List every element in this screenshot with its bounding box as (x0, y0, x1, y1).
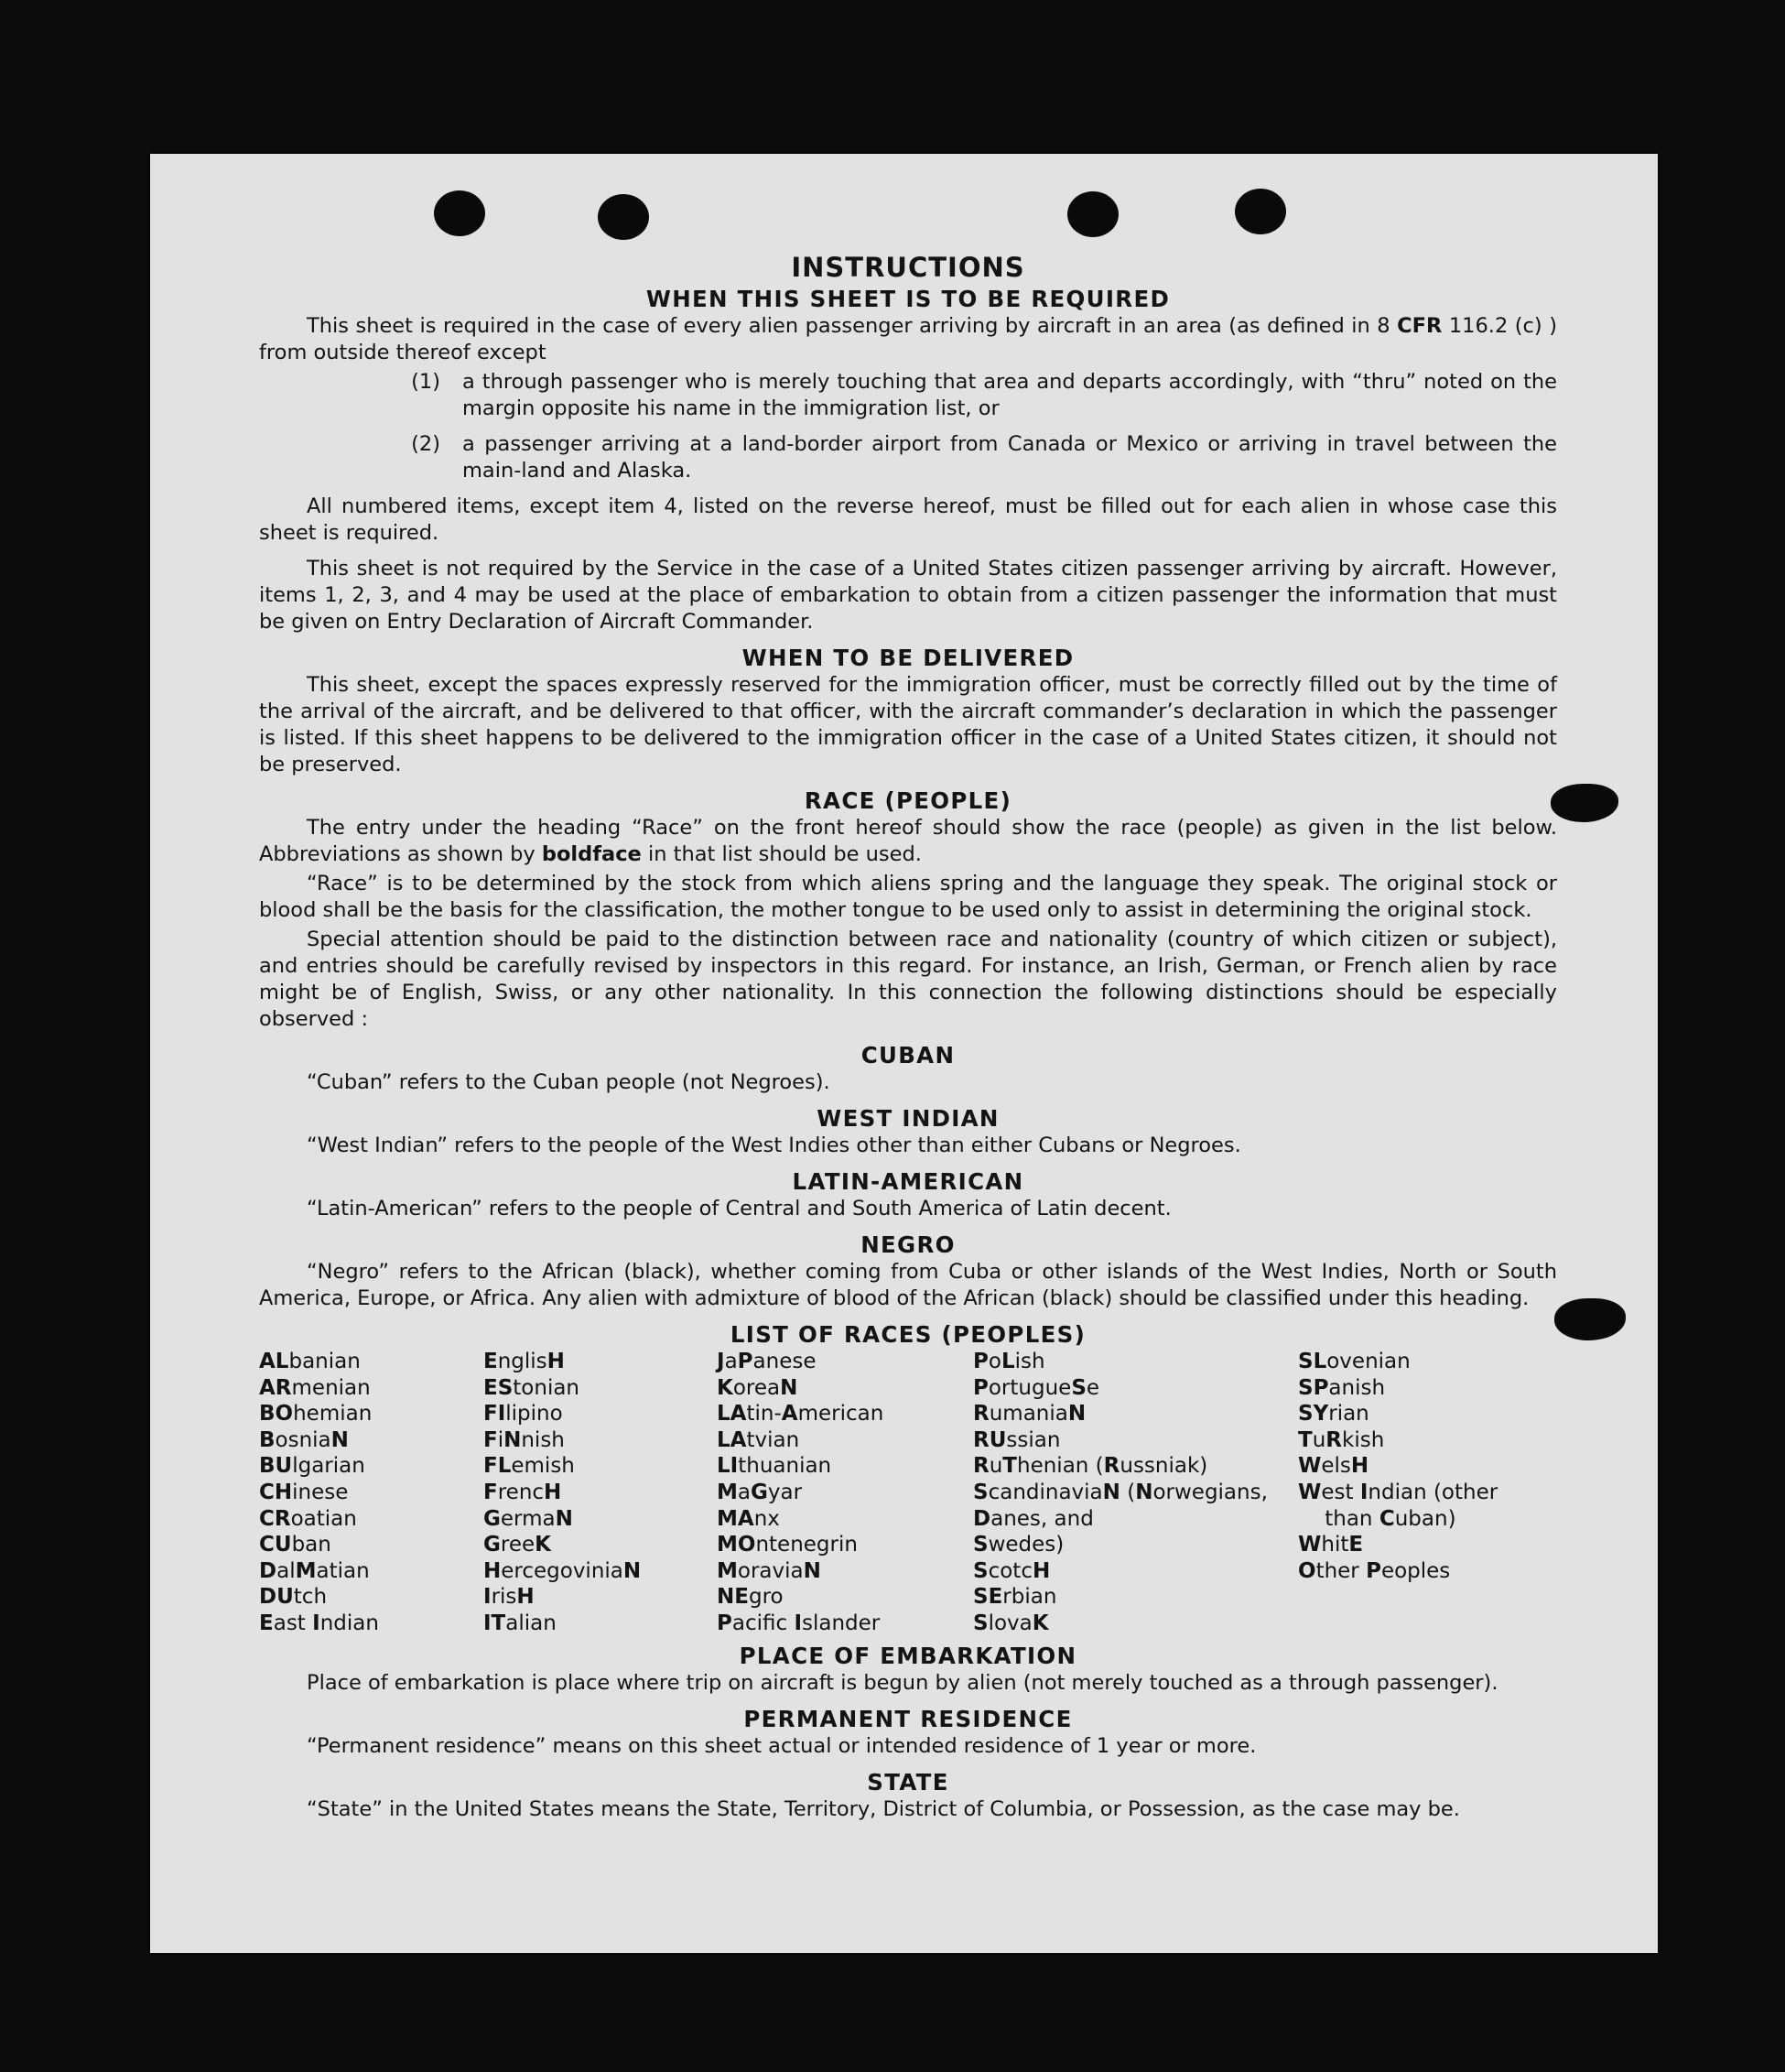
race-name: DUtch (259, 1585, 328, 1610)
race-name: EnglisH (483, 1350, 565, 1373)
race-name: JaPanese (717, 1350, 817, 1373)
section-heading: WHEN THIS SHEET IS TO BE REQUIRED (645, 286, 1171, 312)
paragraph-text: This sheet is required in the case of every alien passenger arriving by aircraft in an area (as defined in 8 (307, 314, 1398, 338)
race-name: MaGyar (717, 1480, 803, 1504)
punch-hole (1235, 189, 1286, 234)
section-heading: PERMANENT RESIDENCE (743, 1705, 1073, 1732)
paragraph: This sheet is not required by the Service in the case of a United States citizen passenger arriving by aircraft. However, items 1, 2, 3, and 4 may be used at the place of embarkation to obtain from a citizen passenger the information that must be given on Entry Declaration of Aircraft Commander. (259, 557, 1557, 634)
race-name: RuThenian (Russniak) (973, 1454, 1208, 1479)
race-name: ScotcH (973, 1558, 1051, 1583)
race-name: SlovaK (973, 1611, 1049, 1635)
race-name: PortugueSe (973, 1375, 1100, 1400)
race-name: BUlgarian (259, 1454, 365, 1479)
race-name: CUban (259, 1533, 331, 1557)
race-name: Pacific Islander (717, 1611, 881, 1635)
paragraph: “Cuban” refers to the Cuban people (not Negroes). (307, 1070, 830, 1094)
page-title: INSTRUCTIONS (791, 252, 1025, 283)
race-name: ITalian (483, 1611, 557, 1635)
section-heading: NEGRO (860, 1231, 956, 1258)
race-name: TuRkish (1298, 1427, 1385, 1452)
race-name: RumaniaN (973, 1402, 1087, 1427)
race-name: ARmenian (259, 1375, 371, 1400)
race-name: Danes, and (973, 1506, 1094, 1531)
race-name: HercegoviniaN (483, 1558, 642, 1583)
paragraph: “Negro” refers to the African (black), whether coming from Cuba or other islands of the West Indies, North or South America, Europe, or Africa. Any alien with admixture of blood of the African (black) should be classified under this heading. (259, 1260, 1557, 1310)
race-name: MOntenegrin (717, 1533, 858, 1557)
document-page (150, 154, 1658, 1953)
race-name: CHinese (259, 1480, 349, 1504)
race-name: SLovenian (1298, 1350, 1411, 1373)
race-name: Swedes) (973, 1533, 1065, 1557)
race-name: GermaN (483, 1506, 573, 1531)
race-name: RUssian (973, 1427, 1061, 1452)
item-text: a through passenger who is merely touching that area and departs accordingly, with “thru” noted on the margin opposite his name in the immigration list, or (462, 370, 1557, 420)
section-heading: CUBAN (860, 1042, 956, 1069)
paragraph: “Race” is to be determined by the stock from which aliens spring and the language they speak. The original stock or blood shall be the basis for the classification, the mother tongue to be used only to assist in determining the original stock. (259, 872, 1557, 922)
race-name: SErbian (973, 1585, 1057, 1610)
paragraph: “West Indian” refers to the people of the West Indies other than either Cubans or Negroes. (307, 1134, 1241, 1157)
section-heading: WHEN TO BE DELIVERED (741, 645, 1075, 671)
paragraph-text: in that list should be used. (641, 842, 922, 866)
race-column (259, 1349, 483, 1637)
race-name: LIthuanian (717, 1454, 832, 1479)
race-name: MAnx (717, 1506, 780, 1531)
race-name: EStonian (483, 1375, 580, 1400)
paragraph: “Permanent residence” means on this sheet actual or intended residence of 1 year or more. (307, 1733, 1257, 1758)
race-name: FLemish (483, 1454, 575, 1479)
section-heading: STATE (867, 1768, 949, 1795)
race-name: LAtin-American (717, 1402, 884, 1427)
race-column (717, 1349, 973, 1637)
race-name: CRoatian (259, 1506, 357, 1531)
section-heading: LIST OF RACES (PEOPLES) (730, 1321, 1087, 1348)
race-name: FiNnish (483, 1427, 565, 1452)
ink-blot (1554, 1298, 1626, 1340)
race-name: FrencH (483, 1480, 562, 1504)
race-name: MoraviaN (717, 1558, 821, 1583)
paragraph: Special attention should be paid to the distinction between race and nationality (country of which citizen or subject), and entries should be carefully revised by inspectors in this regard. For instance, an Irish, German, or French alien by race might be of English, Swiss, or any other nationality. In this connection the following distinctions should be especially observed : (259, 928, 1557, 1031)
paragraph: “Latin-American” refers to the people of Central and South America of Latin decent. (307, 1197, 1172, 1220)
race-name: ALbanian (259, 1350, 361, 1373)
punch-hole (1067, 191, 1119, 237)
exception-item (259, 431, 1557, 484)
cfr-label: CFR (1397, 314, 1443, 338)
race-name: Other Peoples (1298, 1558, 1451, 1583)
instructions-text (259, 252, 1557, 1832)
race-name: DalMatian (259, 1558, 370, 1583)
race-column (973, 1349, 1298, 1637)
race-name: LAtvian (717, 1427, 800, 1452)
paragraph: “State” in the United States means the State, Territory, District of Columbia, or Possession, as the case may be. (307, 1796, 1460, 1821)
race-name: SYrian (1298, 1402, 1369, 1427)
race-list (259, 1349, 1557, 1637)
item-number: (1) (411, 370, 440, 394)
race-name: BOhemian (259, 1402, 373, 1427)
section-heading: LATIN-AMERICAN (792, 1168, 1024, 1195)
race-name: WhitE (1298, 1533, 1364, 1557)
race-name: WelsH (1298, 1454, 1369, 1479)
race-name: than Cuban) (1298, 1506, 1456, 1531)
race-name: IrisH (483, 1585, 535, 1610)
paragraph-text: 116.2 (c) ) from outside thereof except (259, 314, 1557, 364)
punch-hole (434, 190, 485, 236)
race-name: West Indian (other (1298, 1480, 1498, 1504)
section-heading: PLACE OF EMBARKATION (739, 1642, 1077, 1669)
paragraph-text: The entry under the heading “Race” on the front hereof should show the race (people) as given in the list below. Abbreviations as shown by (259, 816, 1557, 866)
race-name: PoLish (973, 1350, 1045, 1373)
paragraph: This sheet, except the spaces expressly reserved for the immigration officer, must be correctly filled out by the time of the arrival of the aircraft, and be delivered to that officer, with the aircraft commander’s declaration in which the passenger is listed. If this sheet happens to be delivered to the immigration officer in the case of a United States citizen, it should not be preserved. (259, 673, 1557, 776)
race-name: FIlipino (483, 1402, 563, 1427)
boldface-word: boldface (541, 842, 642, 866)
race-name: GreeK (483, 1533, 551, 1557)
punch-hole (598, 194, 649, 240)
race-column (483, 1349, 717, 1637)
race-name: East Indian (259, 1611, 379, 1635)
race-name: NEgro (717, 1585, 784, 1610)
paragraph: Place of embarkation is place where trip on aircraft is begun by alien (not merely touched as a through passenger). (307, 1670, 1498, 1695)
race-column (1298, 1349, 1557, 1637)
item-text: a passenger arriving at a land-border airport from Canada or Mexico or arriving in travel between the main-land and Alaska. (462, 432, 1557, 483)
race-name: ScandinaviaN (Norwegians, (973, 1480, 1268, 1504)
exception-item (259, 369, 1557, 422)
paragraph (259, 815, 1557, 868)
race-name: BosniaN (259, 1427, 349, 1452)
section-heading: RACE (PEOPLE) (804, 787, 1012, 814)
paragraph (259, 313, 1557, 366)
section-heading: WEST INDIAN (817, 1105, 1000, 1132)
race-name: KoreaN (717, 1375, 798, 1400)
paragraph: All numbered items, except item 4, listed on the reverse hereof, must be filled out for each alien in whose case this sheet is required. (259, 494, 1557, 545)
race-name: SPanish (1298, 1375, 1386, 1400)
item-number: (2) (411, 432, 440, 456)
ink-blot (1551, 784, 1618, 822)
